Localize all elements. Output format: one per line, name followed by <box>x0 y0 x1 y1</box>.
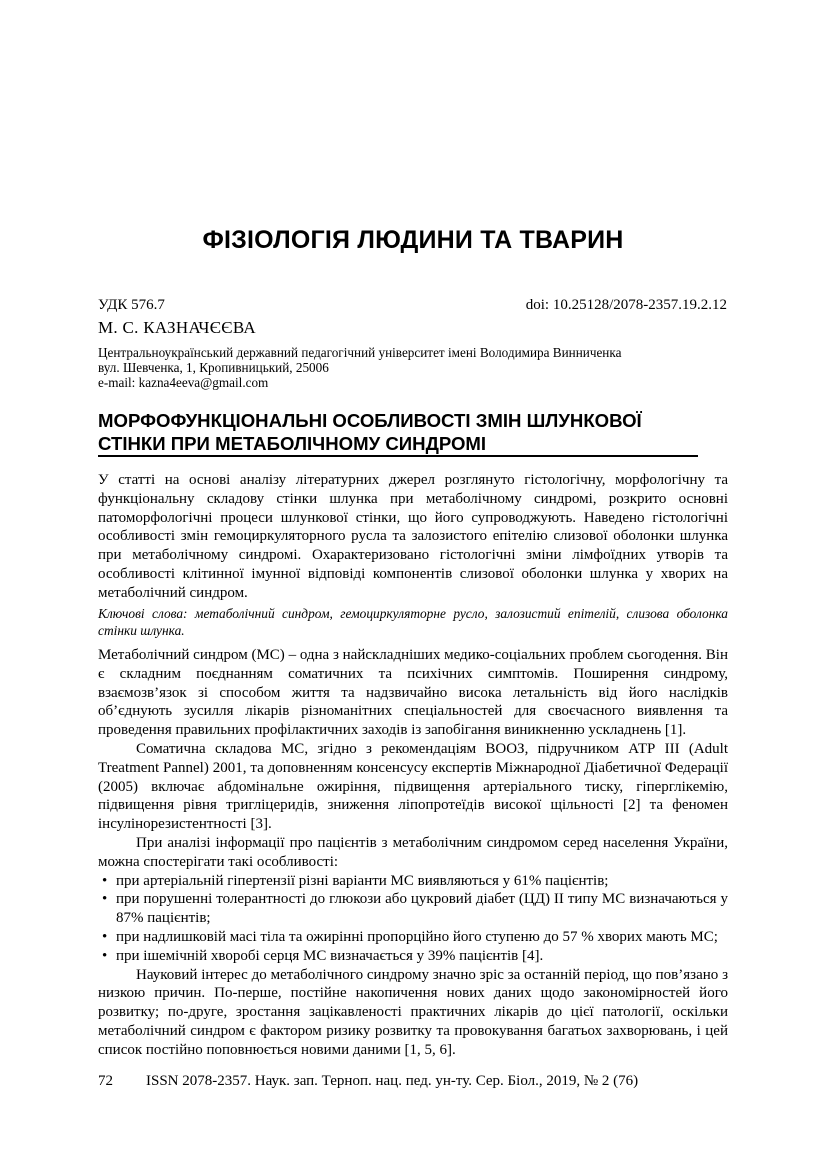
list-item: • при артеріальній гіпертензії різні варіанти МС виявляються у 61% пацієнтів; <box>102 872 609 889</box>
doi: doi: 10.25128/2078-2357.19.2.12 <box>525 297 727 313</box>
affiliation-address: вул. Шевченка, 1, Кропивницький, 25006 <box>98 360 329 375</box>
article-title <box>98 408 738 457</box>
author-name: М. С. КАЗНАЧЄЄВА <box>98 318 256 337</box>
statistics-list <box>98 872 728 966</box>
list-item: • при порушенні толерантності до глюкози або цукровий діабет (ЦД) ІІ типу МС визначаються у 87% пацієнтів; <box>102 891 728 927</box>
page-number: 72 <box>98 1073 113 1089</box>
affiliation-block <box>98 345 621 390</box>
bullet-icon: • <box>102 872 108 889</box>
body-paragraph-2: Соматична складова МС, згідно з рекомендаціям ВООЗ, підручником АТР ІІІ (Adult Treatment Pannel) 2001, та доповненням консенсусу експертів Міжнародної Діабетичної Федерації (2005) включає абдомінальне ожиріння, підвищення артеріального тиску, гіперглікемію, підвищення рівня тригліцеридів, зниження ліпопротеїдів високої щільності [2] та феномен інсулінорезистентності [3]. <box>98 740 728 833</box>
affiliation-university: Центральноукраїнський державний педагогічний університет імені Володимира Винниченка <box>98 345 622 360</box>
page-footer <box>98 1073 638 1090</box>
udk-code: УДК 576.7 <box>98 297 165 313</box>
body-paragraph-3: При аналізі інформації про пацієнтів з метаболічним синдромом серед населення України, можна спостерігати такі особливості: <box>98 834 728 870</box>
bullet-icon: • <box>102 891 108 908</box>
bullet-icon: • <box>102 947 108 964</box>
section-title: ФІЗІОЛОГІЯ ЛЮДИНИ ТА ТВАРИН <box>202 226 624 254</box>
article-body <box>98 646 728 1060</box>
bullet-icon: • <box>102 928 108 945</box>
article-title-line-1: МОРФОФУНКЦІОНАЛЬНІ ОСОБЛИВОСТІ ЗМІН ШЛУНКОВОЇ <box>98 410 642 431</box>
list-item: • при ішемічній хворобі серця МС визначається у 39% пацієнтів [4]. <box>102 947 544 964</box>
body-paragraph-1: Метаболічний синдром (МС) – одна з найскладніших медико-соціальних проблем сьогодення. Він є складним поєднанням соматичних та психічних симптомів. Поширення синдрому, взаємозв’язок зі способом життя та надзвичайно висока летальність від його наслідків об’єднують зусилля лікарів різноманітних спеціальностей для своєчасного виявлення та проведення правильних профілактичних заходів із запобігання виникненню ускладнень [1]. <box>98 647 728 739</box>
article-title-line-2: СТІНКИ ПРИ МЕТАБОЛІЧНОМУ СИНДРОМІ <box>98 433 698 457</box>
keywords: Ключові слова: метаболічний синдром, гемоциркуляторне русло, залозистий епітелій, слизова оболонка стінки шлунка. <box>98 606 728 638</box>
journal-citation: ISSN 2078-2357. Наук. зап. Терноп. нац. пед. ун-ту. Сер. Біол., 2019, № 2 (76) <box>146 1073 639 1089</box>
abstract: У статті на основі аналізу літературних джерел розглянуто гістологічну, морфологічну та функціональну складову стінки шлунка при метаболічному синдромі, розкрито основні патоморфологічні процеси шлункової стінки, що його супроводжують. Наведено гістологічні особливості змін гемоциркуляторного русла та залозистого епітелію слизової оболонки шлунка при метаболічному синдромі. Охарактеризовано гістологічні зміни лімфоїдних утворів та особливості клітинної імунної відповіді компонентів слизової оболонки шлунка у хворих на метаболічний синдром. <box>98 472 728 601</box>
body-paragraph-4: Науковий інтерес до метаболічного синдрому значно зріс за останній період, що пов’язано з низкою причин. По-перше, постійне накопичення нових даних щодо закономірностей його розвитку; по-друге, зростання зацікавленості практичних лікарів до цієї патології, оскільки метаболічний синдром є фактором ризику розвитку та провокування багатьох захворювань, і цей список постійно поповнюється новими даними [1, 5, 6]. <box>98 966 728 1058</box>
list-item: • при надлишковій масі тіла та ожирінні пропорційно його ступеню до 57 % хворих мають МС; <box>102 928 718 945</box>
affiliation-email: e-mail: kazna4eeva@gmail.com <box>98 375 269 390</box>
